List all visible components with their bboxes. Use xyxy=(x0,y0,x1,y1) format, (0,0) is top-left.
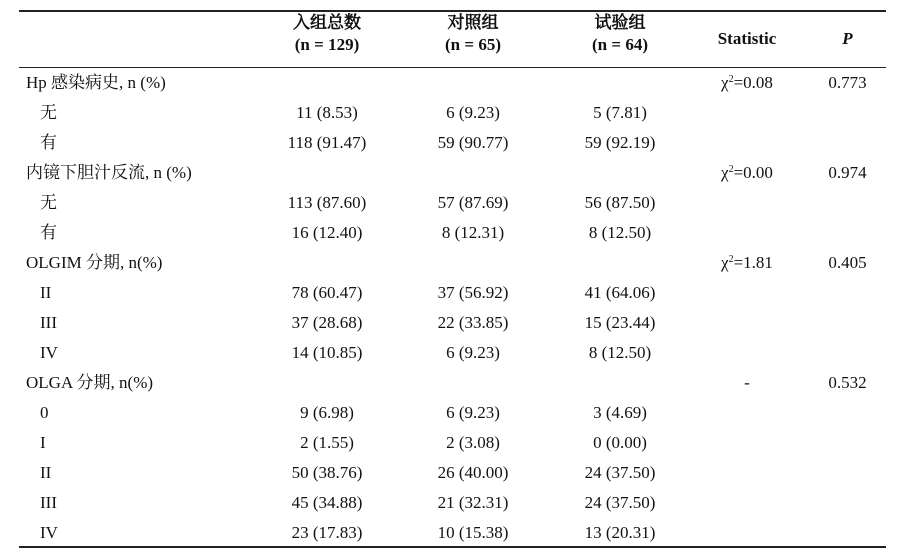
cell-total: 50 (38.76) xyxy=(291,463,363,482)
cell-p-value: 0.773 xyxy=(828,73,867,92)
header-control-title: 对照组 xyxy=(447,13,499,32)
stat-value: =1.81 xyxy=(733,253,773,272)
table-row xyxy=(19,308,886,338)
header-statistic: Statistic xyxy=(717,29,777,48)
header-total xyxy=(263,12,391,56)
cell-statistic xyxy=(689,158,805,188)
cell-p-value: 0.532 xyxy=(828,373,867,392)
row-category-label: IV xyxy=(40,523,58,542)
header-p: P xyxy=(842,29,853,48)
row-category-label: I xyxy=(40,433,46,452)
table-row xyxy=(19,68,886,98)
cell-control: 21 (32.31) xyxy=(437,493,509,512)
cell-control: 37 (56.92) xyxy=(437,283,509,302)
header-total-n: (n = 129) xyxy=(294,35,360,54)
cell-statistic xyxy=(689,248,805,278)
stat-value: =0.00 xyxy=(733,163,773,182)
cell-trial: 3 (4.69) xyxy=(593,403,647,422)
cell-control: 6 (9.23) xyxy=(446,103,500,122)
stat-value: =0.08 xyxy=(733,73,773,92)
cell-trial: 15 (23.44) xyxy=(584,313,656,332)
cell-p-value: 0.974 xyxy=(828,163,867,182)
cell-total: 45 (34.88) xyxy=(291,493,363,512)
table-row xyxy=(19,338,886,368)
cell-total: 16 (12.40) xyxy=(291,223,363,242)
cell-control: 22 (33.85) xyxy=(437,313,509,332)
row-category-label: II xyxy=(40,463,52,482)
row-category-label: IV xyxy=(40,343,58,362)
table-row xyxy=(19,128,886,158)
header-control xyxy=(410,12,536,56)
cell-control: 57 (87.69) xyxy=(437,193,509,212)
cell-trial: 5 (7.81) xyxy=(593,103,647,122)
cell-total: 113 (87.60) xyxy=(287,193,367,212)
table-bottom-rule xyxy=(19,546,886,548)
stat-superscript: 2 xyxy=(728,254,734,265)
cell-total: 78 (60.47) xyxy=(291,283,363,302)
stat-symbol: χ xyxy=(721,73,729,92)
cell-p-value: 0.405 xyxy=(828,253,867,272)
cell-statistic xyxy=(689,68,805,98)
table-row xyxy=(19,188,886,218)
cell-trial: 0 (0.00) xyxy=(593,433,647,452)
header-trial xyxy=(556,12,684,56)
stat-symbol: χ xyxy=(721,163,729,182)
row-section-label: 内镜下胆汁反流, n (%) xyxy=(26,163,192,182)
cell-trial: 24 (37.50) xyxy=(584,463,656,482)
table-row xyxy=(19,458,886,488)
row-category-label: II xyxy=(40,283,52,302)
row-category-label: III xyxy=(40,313,57,332)
cell-trial: 8 (12.50) xyxy=(588,223,652,242)
stat-superscript: 2 xyxy=(728,164,734,175)
table-row xyxy=(19,368,886,398)
cell-control: 59 (90.77) xyxy=(437,133,509,152)
cell-trial: 13 (20.31) xyxy=(584,523,656,542)
cell-control: 2 (3.08) xyxy=(446,433,500,452)
cell-control: 6 (9.23) xyxy=(446,403,500,422)
row-category-label: 有 xyxy=(40,133,57,152)
table-row xyxy=(19,218,886,248)
cell-trial: 59 (92.19) xyxy=(584,133,656,152)
table-row xyxy=(19,158,886,188)
table-row xyxy=(19,398,886,428)
table-row xyxy=(19,278,886,308)
cell-control: 26 (40.00) xyxy=(437,463,509,482)
cell-total: 2 (1.55) xyxy=(300,433,354,452)
stat-value: - xyxy=(744,373,750,392)
header-trial-title: 试验组 xyxy=(594,13,646,32)
cell-trial: 56 (87.50) xyxy=(584,193,656,212)
stat-superscript: 2 xyxy=(728,74,734,85)
cell-total: 14 (10.85) xyxy=(291,343,363,362)
header-trial-n: (n = 64) xyxy=(592,35,648,54)
stat-symbol: χ xyxy=(721,253,729,272)
cell-control: 6 (9.23) xyxy=(446,343,500,362)
table-row xyxy=(19,98,886,128)
row-section-label: OLGA 分期, n(%) xyxy=(26,373,154,392)
table-row xyxy=(19,488,886,518)
row-section-label: Hp 感染病史, n (%) xyxy=(26,73,166,92)
row-category-label: 有 xyxy=(40,223,57,242)
table-row xyxy=(19,248,886,278)
cell-control: 10 (15.38) xyxy=(437,523,509,542)
row-section-label: OLGIM 分期, n(%) xyxy=(26,253,163,272)
cell-total: 23 (17.83) xyxy=(291,523,363,542)
cell-total: 11 (8.53) xyxy=(296,103,358,122)
cell-trial: 24 (37.50) xyxy=(584,493,656,512)
row-category-label: III xyxy=(40,493,57,512)
cell-trial: 41 (64.06) xyxy=(584,283,656,302)
cell-control: 8 (12.31) xyxy=(441,223,505,242)
cell-total: 9 (6.98) xyxy=(300,403,354,422)
table-row xyxy=(19,518,886,548)
cell-total: 37 (28.68) xyxy=(291,313,363,332)
cell-total: 118 (91.47) xyxy=(287,133,367,152)
table-row xyxy=(19,428,886,458)
row-category-label: 无 xyxy=(40,193,57,212)
header-total-title: 入组总数 xyxy=(293,13,361,32)
cell-statistic xyxy=(689,368,805,398)
header-control-n: (n = 65) xyxy=(445,35,501,54)
row-category-label: 0 xyxy=(40,403,49,422)
cell-trial: 8 (12.50) xyxy=(588,343,652,362)
row-category-label: 无 xyxy=(40,103,57,122)
